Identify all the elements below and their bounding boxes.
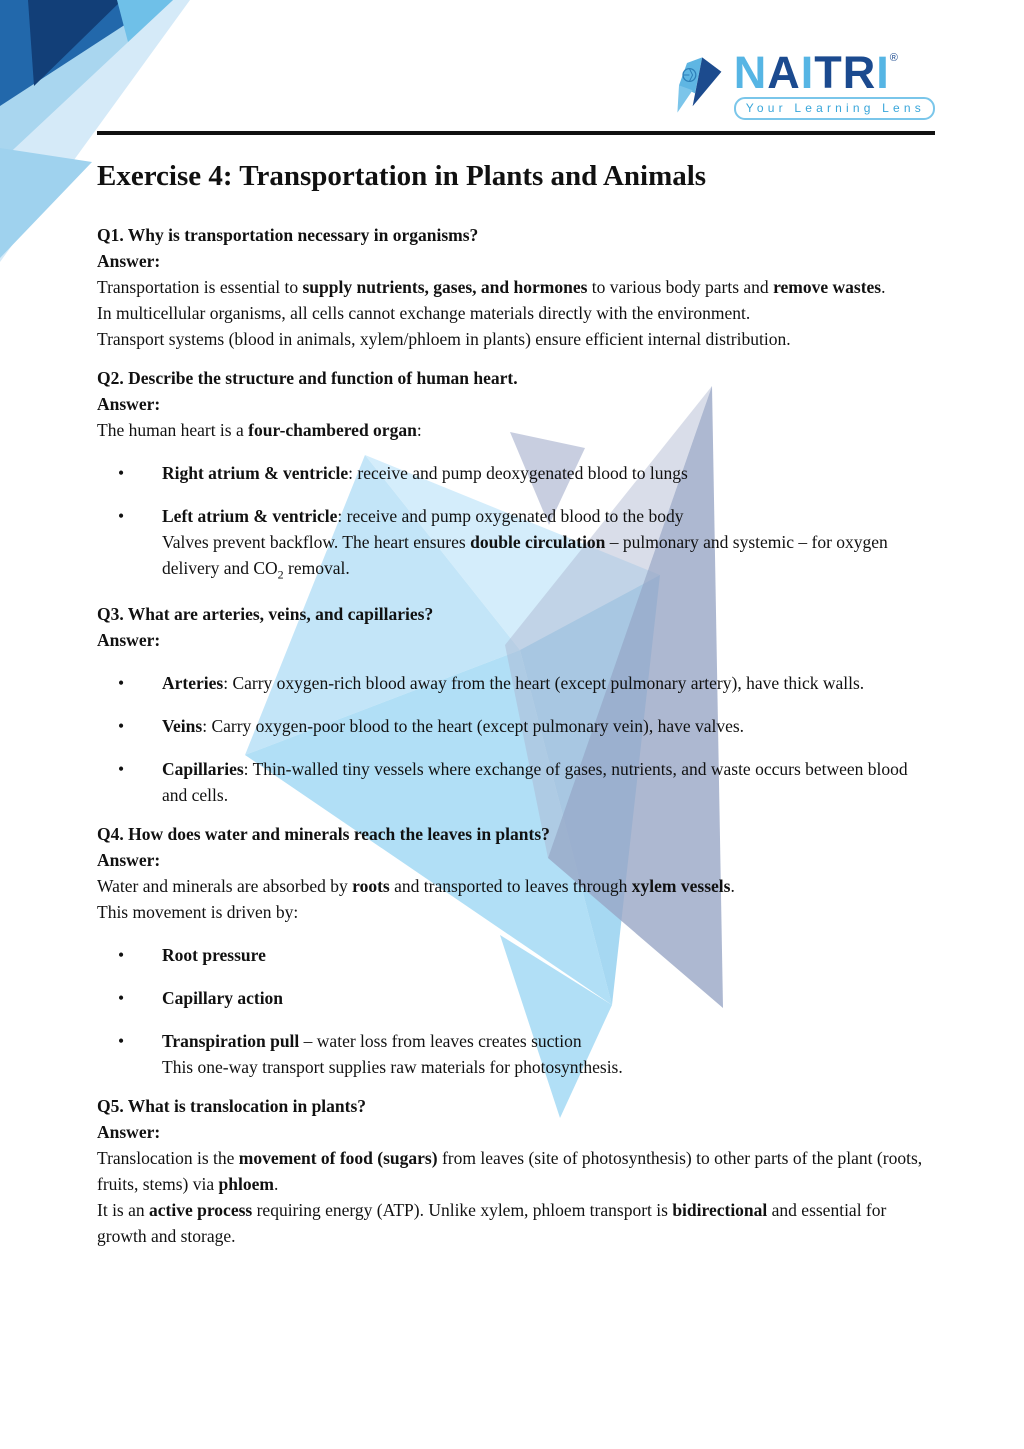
brand-letter: R (842, 47, 877, 98)
naitri-logo-text (733, 47, 935, 120)
brand-wordmark (733, 47, 935, 98)
question-block (97, 821, 935, 1080)
answer-paragraph: It is an active process requiring energy (ATP). Unlike xylem, phloem transport is bidirectional and essential for growth and storage. (97, 1199, 887, 1246)
origami-lens-icon (671, 52, 727, 122)
bullet-icon: • (118, 506, 125, 526)
answer-label: Answer: (97, 394, 161, 414)
answer-paragraph: Transport systems (blood in animals, xylem/phloem in plants) ensure efficient internal distribution. (97, 329, 791, 349)
brand-tagline: Your Learning Lens (734, 97, 935, 120)
bullet-text: Capillary action (162, 987, 284, 1008)
question-heading: Q1. Why is transportation necessary in organisms? (97, 225, 479, 245)
bullet-text: Root pressure (162, 944, 266, 965)
bullet-icon: • (118, 987, 125, 1008)
bullet-text: Left atrium & ventricle: receive and pump oxygenated blood to the body Valves prevent backflow. The heart ensures double circulation – pulmonary and systemic – for oxygen delivery and $CO_2$ removal. (162, 506, 888, 582)
answer-label: Answer: (97, 1121, 161, 1142)
bullet-item (97, 460, 935, 486)
bullet-icon: • (118, 672, 125, 693)
bullet-item (97, 670, 935, 696)
brand-letter: T (814, 47, 843, 98)
bullet-item (97, 985, 935, 1011)
bullet-text: Right atrium & ventricle: receive and pump deoxygenated blood to lungs (162, 463, 688, 483)
brand-letter: A (767, 47, 801, 98)
question-block (97, 222, 935, 352)
question-heading: Q2. Describe the structure and function of human heart. (97, 368, 518, 388)
bullet-icon: • (118, 715, 125, 736)
bullet-item (97, 713, 935, 739)
bullet-item (97, 1028, 935, 1080)
answer-label: Answer: (97, 849, 161, 870)
question-heading: Q5. What is translocation in plants? (97, 1095, 367, 1116)
questions (97, 222, 935, 1249)
answer-paragraph: Water and minerals are absorbed by roots and transported to leaves through xylem vessels. (97, 875, 735, 896)
bullet-text: Veins: Carry oxygen-poor blood to the heart (except pulmonary vein), have valves. (162, 715, 745, 736)
answer-paragraph: In multicellular organisms, all cells cannot exchange materials directly with the environment. (97, 303, 751, 323)
bullet-text: Arteries: Carry oxygen-rich blood away from the heart (except pulmonary artery), have thick walls. (162, 672, 865, 693)
bullet-text: Capillaries: Thin-walled tiny vessels where exchange of gases, nutrients, and waste occurs between blood and cells. (162, 758, 908, 805)
naitri-logo-icon (671, 52, 727, 122)
brand-letter: N (733, 47, 768, 98)
answer-paragraph: Transportation is essential to supply nutrients, gases, and hormones to various body parts and remove wastes. (97, 277, 886, 297)
registered-mark: ® (889, 52, 898, 64)
page-title: Exercise 4: Transportation in Plants and Animals (97, 160, 707, 192)
question-block (97, 601, 935, 808)
answer-paragraph: Translocation is the movement of food (sugars) from leaves (site of photosynthesis) to other parts of the plant (roots, fruits, stems) via phloem. (97, 1147, 923, 1194)
bullet-item (97, 942, 935, 968)
page-header (97, 0, 935, 122)
naitri-logo (671, 47, 935, 122)
brand-letters (733, 47, 890, 98)
answer-bullets (97, 942, 935, 1080)
answer-paragraph: This movement is driven by: (97, 901, 299, 922)
question-heading: Q4. How does water and minerals reach the leaves in plants? (97, 823, 550, 844)
answer-bullets (97, 670, 935, 808)
question-heading: Q3. What are arteries, veins, and capillaries? (97, 603, 434, 624)
brand-letter: I (800, 47, 815, 98)
answer-label: Answer: (97, 629, 161, 650)
question-block (97, 1093, 935, 1249)
bullet-icon: • (118, 944, 125, 965)
answer-label: Answer: (97, 251, 161, 271)
bullet-item (97, 756, 935, 808)
bullet-text: Transpiration pull – water loss from leaves creates suction This one-way transport supplies raw materials for photosynthesis. (162, 1030, 623, 1077)
bullet-icon: • (118, 463, 125, 483)
page (97, 0, 935, 1249)
header-rule (97, 131, 935, 135)
answer-paragraph: The human heart is a four-chambered organ: (97, 420, 422, 440)
bullet-icon: • (118, 1030, 125, 1051)
bullet-item (97, 503, 935, 588)
question-block (97, 365, 935, 588)
answer-bullets (97, 460, 935, 588)
bullet-icon: • (118, 758, 125, 779)
brand-letter: I (876, 47, 890, 98)
